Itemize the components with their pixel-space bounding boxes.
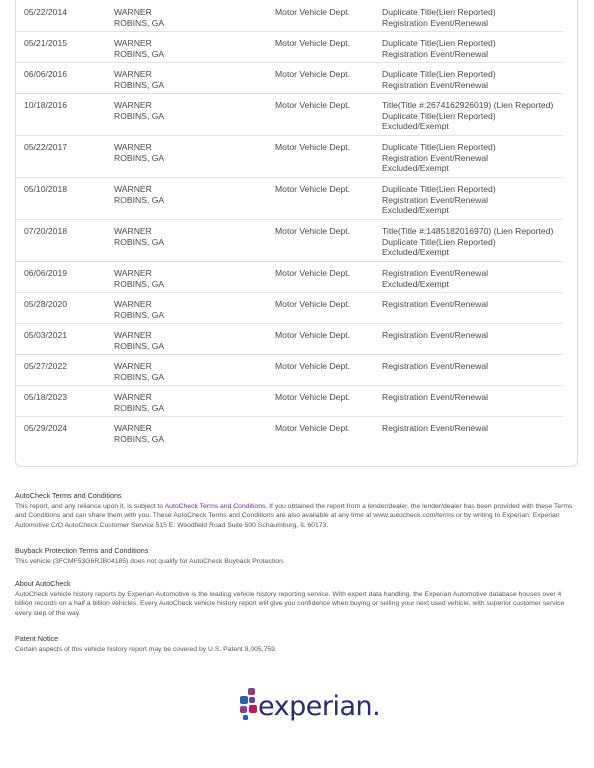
table-row xyxy=(15,323,563,355)
row-detail-line: Registration Event/Renewal xyxy=(382,392,489,402)
row-date: 10/18/2016 xyxy=(24,100,68,110)
patent-heading: Patent Notice xyxy=(15,634,59,643)
row-detail-line: Registration Event/Renewal xyxy=(382,299,489,309)
row-location-line: ROBINS, GA xyxy=(114,152,165,163)
row-date: 05/22/2014 xyxy=(24,7,68,17)
row-source: Motor Vehicle Dept. xyxy=(275,423,350,433)
table-row xyxy=(15,135,563,178)
row-location-line: ROBINS, GA xyxy=(114,17,165,28)
row-location xyxy=(114,142,254,163)
row-date: 05/21/2015 xyxy=(24,38,68,48)
row-location-line: WARNER xyxy=(114,361,152,371)
row-location-line: ROBINS, GA xyxy=(114,194,165,205)
row-location-line: ROBINS, GA xyxy=(114,236,165,247)
row-source: Motor Vehicle Dept. xyxy=(275,7,350,17)
patent-text: Certain aspects of this vehicle history report may be covered by U.S. Patent 8,005,759. xyxy=(15,645,277,653)
row-location-line: WARNER xyxy=(114,184,152,194)
table-row xyxy=(15,416,563,447)
row-detail-line: Duplicate Title(Lien Reported) xyxy=(382,69,496,79)
row-detail-line: Registration Event/Renewal xyxy=(382,330,489,340)
row-location xyxy=(114,226,254,247)
table-row xyxy=(15,292,563,324)
terms-text xyxy=(15,502,580,531)
experian-logo xyxy=(238,685,381,725)
patent-section xyxy=(15,634,580,654)
row-details xyxy=(382,69,567,90)
row-date: 05/29/2024 xyxy=(24,423,68,433)
row-detail-line: Registration Event/Renewal xyxy=(382,152,489,163)
row-location-line: WARNER xyxy=(114,226,152,236)
row-detail-line: Excluded/Exempt xyxy=(382,163,449,173)
row-location-line: WARNER xyxy=(114,100,152,110)
row-detail-line: Duplicate Title(Lien Reported) xyxy=(382,142,496,152)
row-date: 05/03/2021 xyxy=(24,330,68,340)
row-detail-line: Excluded/Exempt xyxy=(382,121,449,131)
row-detail-line: Excluded/Exempt xyxy=(382,278,449,289)
buyback-text: This vehicle (3FCMF53G6RJB04185) does not qualify for AutoCheck Buyback Protection. xyxy=(15,557,285,565)
terms-link[interactable]: AutoCheck Terms and Conditions xyxy=(164,502,266,510)
row-details xyxy=(382,423,567,434)
row-location xyxy=(114,423,254,444)
row-detail-line: Duplicate Title(Lien Reported) xyxy=(382,236,496,247)
table-row xyxy=(15,354,563,386)
row-detail-line: Registration Event/Renewal xyxy=(382,48,489,59)
row-source: Motor Vehicle Dept. xyxy=(275,268,350,278)
row-location-line: WARNER xyxy=(114,299,152,309)
row-location xyxy=(114,392,254,413)
row-detail-line: Title(Title #:2674162926019) (Lien Reported) xyxy=(382,100,554,110)
row-detail-line: Registration Event/Renewal xyxy=(382,79,489,90)
row-location-line: ROBINS, GA xyxy=(114,110,165,121)
row-location xyxy=(114,361,254,382)
row-detail-line: Duplicate Title(Lien Reported) xyxy=(382,184,496,194)
table-row xyxy=(15,177,563,220)
table-row xyxy=(15,385,563,417)
row-details xyxy=(382,7,567,28)
about-text: AutoCheck vehicle history reports by Experian Automotive is the leading vehicle history reporting service. With expert data handling, the Experian Automotive database houses over 4 billion records on a half a billion vehicles. Every AutoCheck vehicle history report will give you confidence when buying or selling your next used vehicle, with superior customer service every step of the way. xyxy=(15,590,565,617)
row-date: 07/20/2018 xyxy=(24,226,68,236)
row-location xyxy=(114,268,254,289)
row-location-line: ROBINS, GA xyxy=(114,371,165,382)
row-location xyxy=(114,69,254,90)
buyback-section xyxy=(15,546,580,566)
row-source: Motor Vehicle Dept. xyxy=(275,69,350,79)
row-location xyxy=(114,38,254,59)
row-detail-line: Registration Event/Renewal xyxy=(382,423,489,433)
row-details xyxy=(382,392,567,403)
row-source: Motor Vehicle Dept. xyxy=(275,38,350,48)
about-section xyxy=(15,579,580,618)
row-location xyxy=(114,7,254,28)
row-source: Motor Vehicle Dept. xyxy=(275,392,350,402)
row-location-line: WARNER xyxy=(114,38,152,48)
row-location xyxy=(114,330,254,351)
row-details xyxy=(382,142,567,174)
about-heading: About AutoCheck xyxy=(15,579,71,588)
row-details xyxy=(382,184,567,216)
table-row xyxy=(15,93,563,136)
row-detail-line: Title(Title #:1485182016970) (Lien Reported) xyxy=(382,226,554,236)
buyback-heading: Buyback Protection Terms and Conditions xyxy=(15,546,149,555)
row-location-line: ROBINS, GA xyxy=(114,278,165,289)
row-details xyxy=(382,330,567,341)
row-detail-line: Registration Event/Renewal xyxy=(382,194,489,205)
row-location-line: WARNER xyxy=(114,142,152,152)
row-source: Motor Vehicle Dept. xyxy=(275,299,350,309)
row-detail-line: Registration Event/Renewal xyxy=(382,361,489,371)
table-row xyxy=(15,219,563,262)
row-details xyxy=(382,299,567,310)
row-detail-line: Excluded/Exempt xyxy=(382,205,449,215)
row-source: Motor Vehicle Dept. xyxy=(275,184,350,194)
table-row xyxy=(15,0,563,32)
row-date: 05/18/2023 xyxy=(24,392,68,402)
terms-text-end: . If you obtained the report from a lender/dealer, the lender/dealer has been provided with these Terms and Conditions and can share them with you. These AutoCheck Terms and Conditions are also available at any time at www.autocheck.com/terms or by writing to Experian: Experian Automotive C/O AutoCheck Customer Service 515 E. Woodfield Road Suite 500 Schaumburg, IL 60173. xyxy=(15,502,573,529)
row-date: 05/28/2020 xyxy=(24,299,68,309)
row-details xyxy=(382,361,567,372)
row-location-line: WARNER xyxy=(114,268,152,278)
table-row xyxy=(15,261,563,293)
row-source: Motor Vehicle Dept. xyxy=(275,142,350,152)
row-detail-line: Registration Event/Renewal xyxy=(382,17,489,28)
row-location-line: WARNER xyxy=(114,69,152,79)
experian-dots-icon xyxy=(238,685,260,725)
row-detail-line: Excluded/Exempt xyxy=(382,247,449,257)
row-location-line: ROBINS, GA xyxy=(114,79,165,90)
terms-heading: AutoCheck Terms and Conditions xyxy=(15,491,122,500)
row-source: Motor Vehicle Dept. xyxy=(275,361,350,371)
row-location-line: ROBINS, GA xyxy=(114,402,165,413)
row-details xyxy=(382,226,567,258)
row-location xyxy=(114,100,254,121)
row-location-line: ROBINS, GA xyxy=(114,433,165,444)
table-row xyxy=(15,62,563,94)
row-date: 05/22/2017 xyxy=(24,142,68,152)
row-details xyxy=(382,268,567,289)
row-location-line: WARNER xyxy=(114,330,152,340)
row-detail-line: Duplicate Title(Lien Reported) xyxy=(382,7,496,17)
experian-wordmark: experian. xyxy=(258,691,381,722)
row-location-line: ROBINS, GA xyxy=(114,340,165,351)
row-location xyxy=(114,299,254,320)
row-source: Motor Vehicle Dept. xyxy=(275,226,350,236)
row-location-line: ROBINS, GA xyxy=(114,309,165,320)
terms-text-start: This report, and any reliance upon it, is subject to xyxy=(15,502,165,510)
row-date: 05/10/2018 xyxy=(24,184,68,194)
row-location-line: WARNER xyxy=(114,423,152,433)
row-source: Motor Vehicle Dept. xyxy=(275,100,350,110)
row-location-line: WARNER xyxy=(114,7,152,17)
row-detail-line: Registration Event/Renewal xyxy=(382,268,489,278)
row-detail-line: Duplicate Title(Lien Reported) xyxy=(382,38,496,48)
row-location-line: WARNER xyxy=(114,392,152,402)
row-details xyxy=(382,38,567,59)
row-detail-line: Duplicate Title(Lien Reported) xyxy=(382,110,496,121)
row-source: Motor Vehicle Dept. xyxy=(275,330,350,340)
row-date: 05/27/2022 xyxy=(24,361,68,371)
row-date: 06/06/2019 xyxy=(24,268,68,278)
row-location-line: ROBINS, GA xyxy=(114,48,165,59)
table-row xyxy=(15,31,563,63)
row-location xyxy=(114,184,254,205)
terms-section xyxy=(15,491,580,530)
row-details xyxy=(382,100,567,132)
row-date: 06/06/2016 xyxy=(24,69,68,79)
